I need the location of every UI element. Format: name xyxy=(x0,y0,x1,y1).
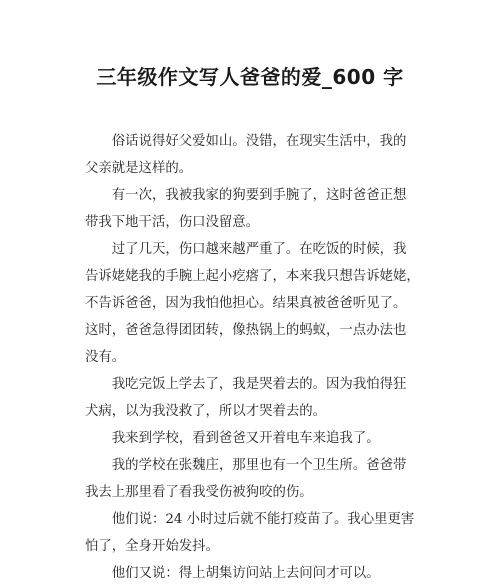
text-line: 我去上那里看了看我受伤被狗咬的伤。 xyxy=(85,485,313,500)
text-line: 有一次，我被我家的狗要到手腕了，这时爸爸正想 xyxy=(111,188,407,203)
text-line: 我来到学校，看到爸爸又开着电车来追我了。 xyxy=(111,431,380,446)
text-line: 我吃完饭上学去了，我是哭着去的。因为我怕得狂 xyxy=(111,377,407,392)
essay-body xyxy=(85,128,425,587)
text-line: 父亲就是这样的。 xyxy=(85,161,193,176)
text-line: 没有。 xyxy=(85,350,126,365)
page-title: 三年级作文写人爸爸的爱_600 字 xyxy=(96,65,404,89)
text-line: 犬病，以为我没救了，所以才哭着去的。 xyxy=(85,404,327,419)
text-line: 俗话说得好父爱如山。没错，在现实生活中，我的 xyxy=(111,134,407,149)
text-line: 过了几天，伤口越来越严重了。在吃饭的时候，我 xyxy=(111,242,407,257)
text-line: 这时，爸爸急得团团转，像热锅上的蚂蚁，一点办法也 xyxy=(85,323,407,338)
text-line: 告诉姥姥我的手腕上起小疙瘩了，本来我只想告诉姥姥， xyxy=(85,269,420,284)
text-line: 不告诉爸爸，因为我怕他担心。结果真被爸爸听见了。 xyxy=(85,296,407,311)
text-line: 怕了，全身开始发抖。 xyxy=(85,539,219,554)
text-line: 他们又说：得上胡集访问站上去问问才可以。 xyxy=(111,566,380,581)
text-line: 带我下地干活，伤口没留意。 xyxy=(85,215,260,230)
text-line: 我的学校在张魏庄，那里也有一个卫生所。爸爸带 xyxy=(111,458,407,473)
text-line: 他们说：24 小时过后就不能打疫苗了。我心里更害 xyxy=(111,512,415,527)
